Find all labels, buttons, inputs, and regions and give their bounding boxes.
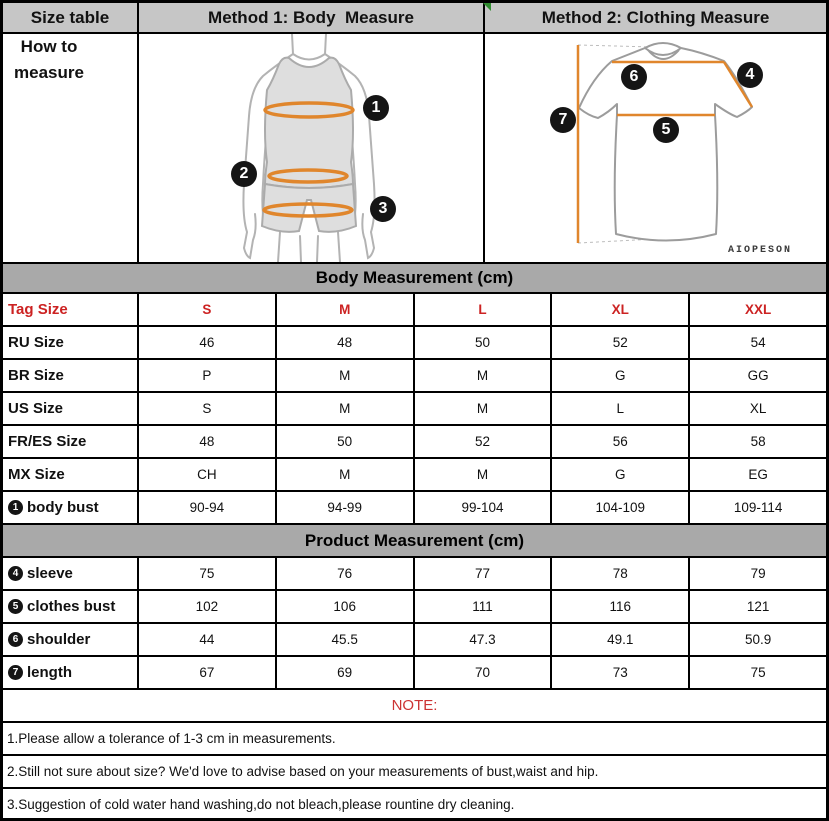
table-cell: 109-114 — [733, 500, 783, 515]
size-table-title: Size table — [3, 3, 139, 32]
tshirt-illustration — [485, 34, 824, 262]
row-label: FR/ES Size — [3, 426, 139, 457]
table-cell: 75 — [750, 665, 766, 680]
top-header-row — [3, 3, 826, 34]
table-row-body-bust — [3, 492, 826, 525]
body-marker-1-badge: 1 — [363, 95, 389, 121]
table-cell: 44 — [139, 624, 277, 655]
table-cell: 121 — [746, 599, 770, 614]
marker-1-icon: 1 — [8, 500, 23, 515]
marker-6-icon: 6 — [8, 632, 23, 647]
row-label: 7 length — [3, 657, 139, 688]
table-cell: M — [415, 393, 553, 424]
body-marker-2-badge: 2 — [231, 161, 257, 187]
table-cell: 104-109 — [552, 492, 690, 523]
table-cell: 94-99 — [277, 492, 415, 523]
shirt-marker-5-badge: 5 — [653, 117, 679, 143]
table-cell: 52 — [552, 327, 690, 358]
table-cell: 50 — [277, 426, 415, 457]
table-cell: 79 — [750, 566, 766, 581]
table-row-mx-size — [3, 459, 826, 492]
note-item-1: 1.Please allow a tolerance of 1-3 cm in measurements. — [3, 723, 826, 756]
size-col-m: M — [277, 294, 415, 325]
shirt-marker-6-badge: 6 — [621, 64, 647, 90]
table-cell: GG — [747, 368, 769, 383]
table-cell: 76 — [277, 558, 415, 589]
note-item-2: 2.Still not sure about size? We'd love to advise based on your measurements of bust,waist and hip. — [3, 756, 826, 789]
table-cell: 116 — [552, 591, 690, 622]
table-cell: G — [552, 459, 690, 490]
table-row-shoulder — [3, 624, 826, 657]
table-cell: 75 — [139, 558, 277, 589]
table-cell: 48 — [139, 426, 277, 457]
table-row-fres-size — [3, 426, 826, 459]
tag-size-label: Tag Size — [3, 294, 139, 325]
row-label: MX Size — [3, 459, 139, 490]
table-row-ru-size — [3, 327, 826, 360]
row-label: 1 body bust — [3, 492, 139, 523]
note-item-3: 3.Suggestion of cold water hand washing,do not bleach,please rountine dry cleaning. — [7, 796, 515, 812]
table-cell: M — [277, 393, 415, 424]
row-label: 5 clothes bust — [3, 591, 139, 622]
body-marker-3-badge: 3 — [370, 196, 396, 222]
shirt-marker-7-badge: 7 — [550, 107, 576, 133]
table-row-length — [3, 657, 826, 690]
table-cell: 46 — [139, 327, 277, 358]
table-cell: 67 — [139, 657, 277, 688]
how-to-measure-label: How to measure — [14, 37, 84, 83]
marker-4-icon: 4 — [8, 566, 23, 581]
shirt-marker-4-badge: 4 — [737, 62, 763, 88]
table-cell: 77 — [415, 558, 553, 589]
table-cell: 90-94 — [139, 492, 277, 523]
table-cell: 49.1 — [552, 624, 690, 655]
row-label: 6 shoulder — [3, 624, 139, 655]
table-cell: G — [552, 360, 690, 391]
product-measurement-band — [3, 525, 826, 558]
size-col-s: S — [139, 294, 277, 325]
table-cell: 50 — [415, 327, 553, 358]
table-cell: S — [139, 393, 277, 424]
method1-title: Method 1: Body Measure — [139, 3, 485, 32]
table-cell: 48 — [277, 327, 415, 358]
row-label: US Size — [3, 393, 139, 424]
body-measurement-title: Body Measurement (cm) — [315, 268, 514, 287]
table-cell: 111 — [415, 591, 553, 622]
table-cell: M — [277, 360, 415, 391]
body-illustration-cell — [139, 34, 485, 262]
row-label: RU Size — [3, 327, 139, 358]
table-cell: 52 — [415, 426, 553, 457]
how-to-measure-cell — [3, 34, 139, 262]
body-measurement-band — [3, 264, 826, 294]
method2-title: Method 2: Clothing Measure — [541, 7, 770, 27]
size-col-xxl: XXL — [744, 302, 772, 317]
tag-size-row — [3, 294, 826, 327]
table-cell: M — [277, 459, 415, 490]
table-cell: 50.9 — [744, 632, 772, 647]
table-cell: 54 — [750, 335, 766, 350]
table-cell: P — [139, 360, 277, 391]
table-cell: M — [415, 360, 553, 391]
table-row-sleeve — [3, 558, 826, 591]
table-cell: 99-104 — [415, 492, 553, 523]
body-figure-illustration — [139, 34, 483, 262]
table-cell: 106 — [277, 591, 415, 622]
table-cell: 73 — [552, 657, 690, 688]
table-row-clothes-bust — [3, 591, 826, 624]
row-label: BR Size — [3, 360, 139, 391]
table-cell: 69 — [277, 657, 415, 688]
product-measurement-title: Product Measurement (cm) — [304, 530, 525, 550]
size-col-xl: XL — [552, 294, 690, 325]
table-cell: 70 — [415, 657, 553, 688]
marker-7-icon: 7 — [8, 665, 23, 680]
size-col-l: L — [415, 294, 553, 325]
table-cell: M — [415, 459, 553, 490]
table-cell: 102 — [139, 591, 277, 622]
table-cell: 58 — [750, 434, 766, 449]
shirt-illustration-cell — [485, 34, 826, 262]
table-cell: 56 — [552, 426, 690, 457]
brand-watermark: AIOPESON — [727, 245, 792, 256]
row-label: 4 sleeve — [3, 558, 139, 589]
table-cell: 45.5 — [277, 624, 415, 655]
marker-5-icon: 5 — [8, 599, 23, 614]
note-title-row — [3, 690, 826, 723]
table-cell: 78 — [552, 558, 690, 589]
table-cell: XL — [749, 401, 767, 416]
note-title: NOTE: — [391, 697, 438, 714]
table-cell: EG — [748, 467, 768, 482]
illustration-row — [3, 34, 826, 264]
table-cell: 47.3 — [415, 624, 553, 655]
table-row-br-size — [3, 360, 826, 393]
table-row-us-size — [3, 393, 826, 426]
table-cell: L — [552, 393, 690, 424]
excel-green-corner-icon — [483, 3, 491, 11]
table-cell: CH — [139, 459, 277, 490]
